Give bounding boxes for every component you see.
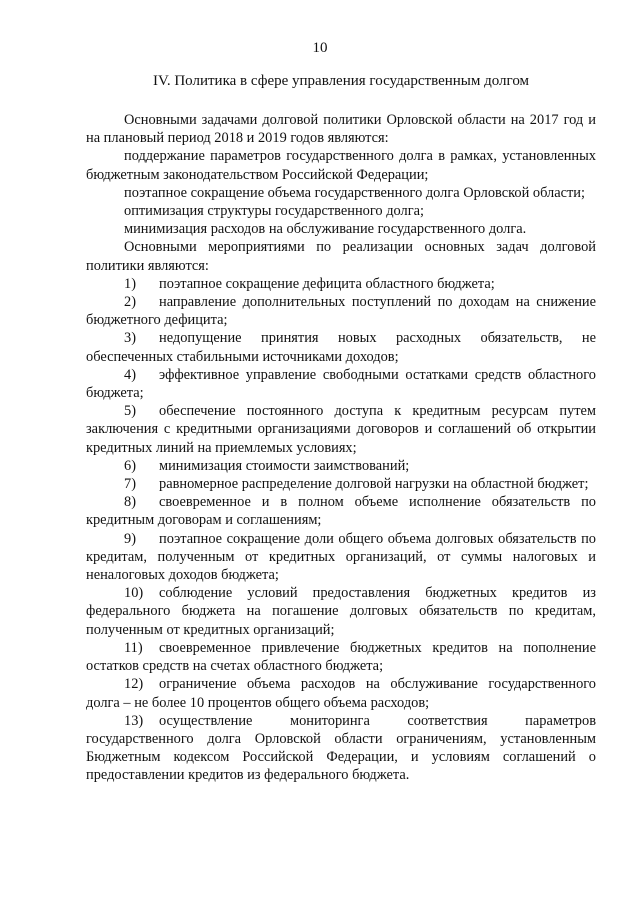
measure-number: 9) (124, 530, 136, 547)
measure-item (86, 457, 596, 475)
measure-text: направление дополнительных поступлений по доходам на снижение бюджетного дефицита; (86, 294, 596, 329)
measure-text: поэтапное сокращение дефицита областного бюджета; (159, 275, 495, 292)
measure-number: 10) (124, 585, 144, 602)
measure-text: ограничение объема расходов на обслуживание государственного долга – не более 10 процентов общего объема расходов; (86, 676, 596, 711)
measure-item (86, 293, 596, 329)
measures-intro-paragraph: Основными мероприятиями по реализации основных задач долговой политики являются: (86, 239, 596, 274)
measure-number: 6) (124, 457, 136, 474)
measure-number: 12) (124, 676, 144, 693)
measure-text: поэтапное сокращение доли общего объема долговых обязательств по кредитам, полученным от кредитных организаций, от суммы налоговых и неналоговых доходов бюджета; (86, 530, 596, 584)
measure-text: осуществление мониторинга соответствия параметров государственного долга Орловской области ограничениям, установленным Бюджетным кодексом Российской Федерации, и условиям соглашений о предоставлении кредитов из федерального бюджета. (86, 712, 596, 784)
measure-item (86, 530, 596, 585)
measure-number: 8) (124, 494, 136, 511)
task-item: минимизация расходов на обслуживание государственного долга. (124, 221, 527, 238)
measure-number: 1) (124, 275, 136, 292)
measure-text: соблюдение условий предоставления бюджетных кредитов из федерального бюджета на погашение долговых обязательств по кредитам, полученным от кредитных организаций; (86, 585, 596, 638)
measure-item (86, 366, 596, 402)
intro-paragraph: Основными задачами долговой политики Орловской области на 2017 год и на плановый период 2018 и 2019 годов являются: (86, 112, 596, 147)
measure-item (86, 675, 596, 711)
measure-text: эффективное управление свободными остатками средств областного бюджета; (86, 366, 596, 402)
measure-item (86, 275, 596, 293)
measure-text: недопущение принятия новых расходных обязательств, не обеспеченных стабильными источниками доходов; (86, 330, 596, 365)
task-item: поэтапное сокращение объема государственного долга Орловской области; (124, 184, 585, 201)
document-body (86, 111, 596, 785)
measure-number: 11) (124, 639, 143, 656)
measure-text: своевременное привлечение бюджетных кредитов на пополнение остатков средств на счетах областного бюджета; (86, 639, 596, 675)
section-heading: IV. Политика в сфере управления государственным долгом (152, 73, 530, 89)
measure-item (86, 475, 596, 493)
measure-item (86, 329, 596, 365)
measure-text: своевременное и в полном объеме исполнение обязательств по кредитным договорам и соглашениям; (86, 494, 596, 529)
measure-item (86, 493, 596, 529)
measure-number: 4) (124, 366, 136, 383)
measure-item (86, 584, 596, 639)
measure-number: 2) (124, 294, 136, 311)
measure-item (86, 712, 596, 785)
measure-number: 13) (124, 712, 144, 729)
measure-number: 5) (124, 403, 136, 420)
measure-number: 3) (124, 330, 136, 347)
measure-item (86, 402, 596, 457)
task-item: оптимизация структуры государственного долга; (124, 203, 424, 220)
measure-text: минимизация стоимости заимствований; (159, 457, 410, 474)
page-number: 10 (312, 40, 328, 56)
measure-number: 7) (124, 476, 136, 493)
measure-item (86, 639, 596, 675)
measure-text: равномерное распределение долговой нагрузки на областной бюджет; (159, 476, 589, 493)
task-item: поддержание параметров государственного долга в рамках, установленных бюджетным законодательством Российской Федерации; (86, 148, 596, 183)
measure-text: обеспечение постоянного доступа к кредитным ресурсам путем заключения с кредитными организациями договоров и соглашений об открытии кредитных линий на приемлемых условиях; (86, 403, 596, 456)
